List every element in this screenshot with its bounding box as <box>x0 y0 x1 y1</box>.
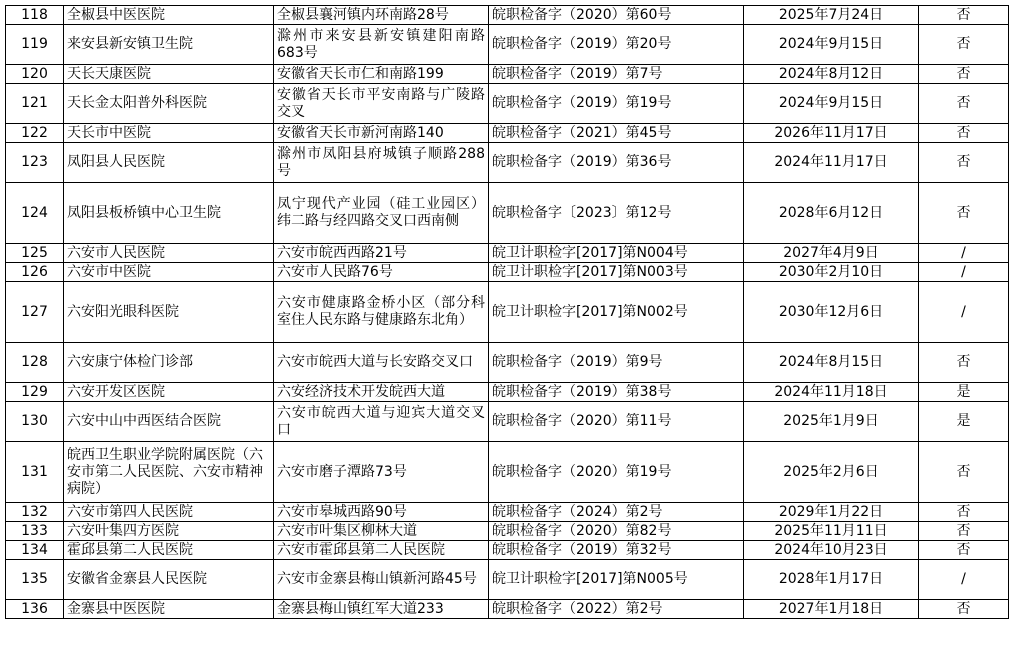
institution-name: 天长市中医院 <box>64 124 274 143</box>
institution-name: 六安康宁体检门诊部 <box>64 343 274 383</box>
row-number: 132 <box>6 503 64 522</box>
institution-address: 六安市金寨县梅山镇新河路45号 <box>274 560 489 600</box>
expiry-date: 2030年12月6日 <box>744 282 919 343</box>
institution-address: 全椒县襄河镇内环南路28号 <box>274 6 489 25</box>
certificate-number: 皖职检备字（2019）第7号 <box>489 65 744 84</box>
status-flag: 否 <box>919 6 1009 25</box>
expiry-date: 2030年2月10日 <box>744 263 919 282</box>
row-number: 135 <box>6 560 64 600</box>
row-number: 136 <box>6 600 64 619</box>
expiry-date: 2025年1月9日 <box>744 402 919 442</box>
expiry-date: 2027年1月18日 <box>744 600 919 619</box>
status-flag: 否 <box>919 343 1009 383</box>
status-flag: 否 <box>919 522 1009 541</box>
row-number: 127 <box>6 282 64 343</box>
table-row <box>6 402 1009 442</box>
expiry-date: 2024年9月15日 <box>744 84 919 124</box>
certificate-number: 皖职检备字（2019）第36号 <box>489 143 744 183</box>
institution-name: 天长天康医院 <box>64 65 274 84</box>
status-flag: 否 <box>919 143 1009 183</box>
status-flag: 否 <box>919 600 1009 619</box>
institution-address: 安徽省天长市新河南路140 <box>274 124 489 143</box>
expiry-date: 2024年11月18日 <box>744 383 919 402</box>
institution-name: 六安市第四人民医院 <box>64 503 274 522</box>
table-row <box>6 244 1009 263</box>
row-number: 121 <box>6 84 64 124</box>
certificate-number: 皖卫计职检字[2017]第N005号 <box>489 560 744 600</box>
certificate-number: 皖职检备字（2020）第11号 <box>489 402 744 442</box>
status-flag: 否 <box>919 84 1009 124</box>
expiry-date: 2028年1月17日 <box>744 560 919 600</box>
expiry-date: 2027年4月9日 <box>744 244 919 263</box>
row-number: 122 <box>6 124 64 143</box>
row-number: 128 <box>6 343 64 383</box>
institution-name: 霍邱县第二人民医院 <box>64 541 274 560</box>
table-row <box>6 124 1009 143</box>
table-row <box>6 25 1009 65</box>
institution-name: 金寨县中医医院 <box>64 600 274 619</box>
expiry-date: 2025年2月6日 <box>744 442 919 503</box>
certificate-number: 皖卫计职检字[2017]第N002号 <box>489 282 744 343</box>
institution-name: 凤阳县板桥镇中心卫生院 <box>64 183 274 244</box>
status-flag: / <box>919 263 1009 282</box>
institution-address: 六安市皋城西路90号 <box>274 503 489 522</box>
institution-name: 安徽省金寨县人民医院 <box>64 560 274 600</box>
status-flag: 否 <box>919 442 1009 503</box>
status-flag: 否 <box>919 65 1009 84</box>
status-flag: / <box>919 244 1009 263</box>
institution-address: 六安市磨子潭路73号 <box>274 442 489 503</box>
institution-name: 全椒县中医医院 <box>64 6 274 25</box>
table-row <box>6 383 1009 402</box>
status-flag: 否 <box>919 541 1009 560</box>
institution-address: 六安市人民路76号 <box>274 263 489 282</box>
institution-address: 六安市皖西大道与迎宾大道交叉口 <box>274 402 489 442</box>
certificate-number: 皖职检备字（2020）第82号 <box>489 522 744 541</box>
table-row <box>6 282 1009 343</box>
certificate-number: 皖职检备字（2019）第32号 <box>489 541 744 560</box>
table-row <box>6 6 1009 25</box>
table-row <box>6 541 1009 560</box>
table-row <box>6 343 1009 383</box>
institution-name: 六安市中医院 <box>64 263 274 282</box>
institution-name: 六安阳光眼科医院 <box>64 282 274 343</box>
certificate-number: 皖职检备字（2019）第9号 <box>489 343 744 383</box>
row-number: 134 <box>6 541 64 560</box>
institution-address: 安徽省天长市平安南路与广陵路交叉 <box>274 84 489 124</box>
certificate-number: 皖职检备字（2022）第2号 <box>489 600 744 619</box>
table-row <box>6 560 1009 600</box>
row-number: 131 <box>6 442 64 503</box>
certificate-number: 皖职检备字（2019）第19号 <box>489 84 744 124</box>
institution-address: 安徽省天长市仁和南路199 <box>274 65 489 84</box>
institution-address: 六安市叶集区柳林大道 <box>274 522 489 541</box>
institution-address: 凤宁现代产业园（硅工业园区）纬二路与经四路交叉口西南侧 <box>274 183 489 244</box>
certificate-number: 皖职检备字（2020）第19号 <box>489 442 744 503</box>
expiry-date: 2025年7月24日 <box>744 6 919 25</box>
institution-name: 来安县新安镇卫生院 <box>64 25 274 65</box>
expiry-date: 2029年1月22日 <box>744 503 919 522</box>
certificate-number: 皖职检备字（2024）第2号 <box>489 503 744 522</box>
row-number: 118 <box>6 6 64 25</box>
institution-address: 六安市皖西大道与长安路交叉口 <box>274 343 489 383</box>
certificate-number: 皖职检备字（2019）第38号 <box>489 383 744 402</box>
institution-address: 六安经济技术开发皖西大道 <box>274 383 489 402</box>
status-flag: / <box>919 560 1009 600</box>
status-flag: 否 <box>919 503 1009 522</box>
certificate-number: 皖卫计职检字[2017]第N004号 <box>489 244 744 263</box>
expiry-date: 2024年9月15日 <box>744 25 919 65</box>
row-number: 133 <box>6 522 64 541</box>
institution-name: 六安中山中西医结合医院 <box>64 402 274 442</box>
institution-address: 滁州市来安县新安镇建阳南路683号 <box>274 25 489 65</box>
expiry-date: 2024年10月23日 <box>744 541 919 560</box>
row-number: 129 <box>6 383 64 402</box>
certificate-number: 皖卫计职检字[2017]第N003号 <box>489 263 744 282</box>
status-flag: 是 <box>919 383 1009 402</box>
table-row <box>6 442 1009 503</box>
institution-address: 六安市霍邱县第二人民医院 <box>274 541 489 560</box>
status-flag: 否 <box>919 183 1009 244</box>
certificate-number: 皖职检备字（2019）第20号 <box>489 25 744 65</box>
table-row <box>6 522 1009 541</box>
table-row <box>6 143 1009 183</box>
expiry-date: 2024年8月12日 <box>744 65 919 84</box>
institution-address: 滁州市凤阳县府城镇子顺路288号 <box>274 143 489 183</box>
row-number: 119 <box>6 25 64 65</box>
row-number: 126 <box>6 263 64 282</box>
row-number: 125 <box>6 244 64 263</box>
institution-name: 皖西卫生职业学院附属医院（六安市第二人民医院、六安市精神病院） <box>64 442 274 503</box>
status-flag: 是 <box>919 402 1009 442</box>
certificate-number: 皖职检备字（2020）第60号 <box>489 6 744 25</box>
table-row <box>6 503 1009 522</box>
row-number: 130 <box>6 402 64 442</box>
certificate-number: 皖职检备字〔2023〕第12号 <box>489 183 744 244</box>
status-flag: 否 <box>919 25 1009 65</box>
row-number: 123 <box>6 143 64 183</box>
institution-name: 六安市人民医院 <box>64 244 274 263</box>
expiry-date: 2025年11月11日 <box>744 522 919 541</box>
institution-address: 金寨县梅山镇红军大道233 <box>274 600 489 619</box>
institution-name: 凤阳县人民医院 <box>64 143 274 183</box>
expiry-date: 2028年6月12日 <box>744 183 919 244</box>
status-flag: / <box>919 282 1009 343</box>
expiry-date: 2024年11月17日 <box>744 143 919 183</box>
table-row <box>6 183 1009 244</box>
certificate-number: 皖职检备字（2021）第45号 <box>489 124 744 143</box>
table-row <box>6 84 1009 124</box>
institution-address: 六安市健康路金桥小区（部分科室住人民东路与健康路东北角） <box>274 282 489 343</box>
table-row <box>6 600 1009 619</box>
expiry-date: 2024年8月15日 <box>744 343 919 383</box>
institution-name: 六安叶集四方医院 <box>64 522 274 541</box>
status-flag: 否 <box>919 124 1009 143</box>
institution-address: 六安市皖西西路21号 <box>274 244 489 263</box>
institution-table <box>5 5 1009 619</box>
institution-name: 六安开发区医院 <box>64 383 274 402</box>
table-body <box>6 6 1009 619</box>
table-row <box>6 65 1009 84</box>
row-number: 124 <box>6 183 64 244</box>
table-row <box>6 263 1009 282</box>
institution-name: 天长金太阳普外科医院 <box>64 84 274 124</box>
expiry-date: 2026年11月17日 <box>744 124 919 143</box>
row-number: 120 <box>6 65 64 84</box>
